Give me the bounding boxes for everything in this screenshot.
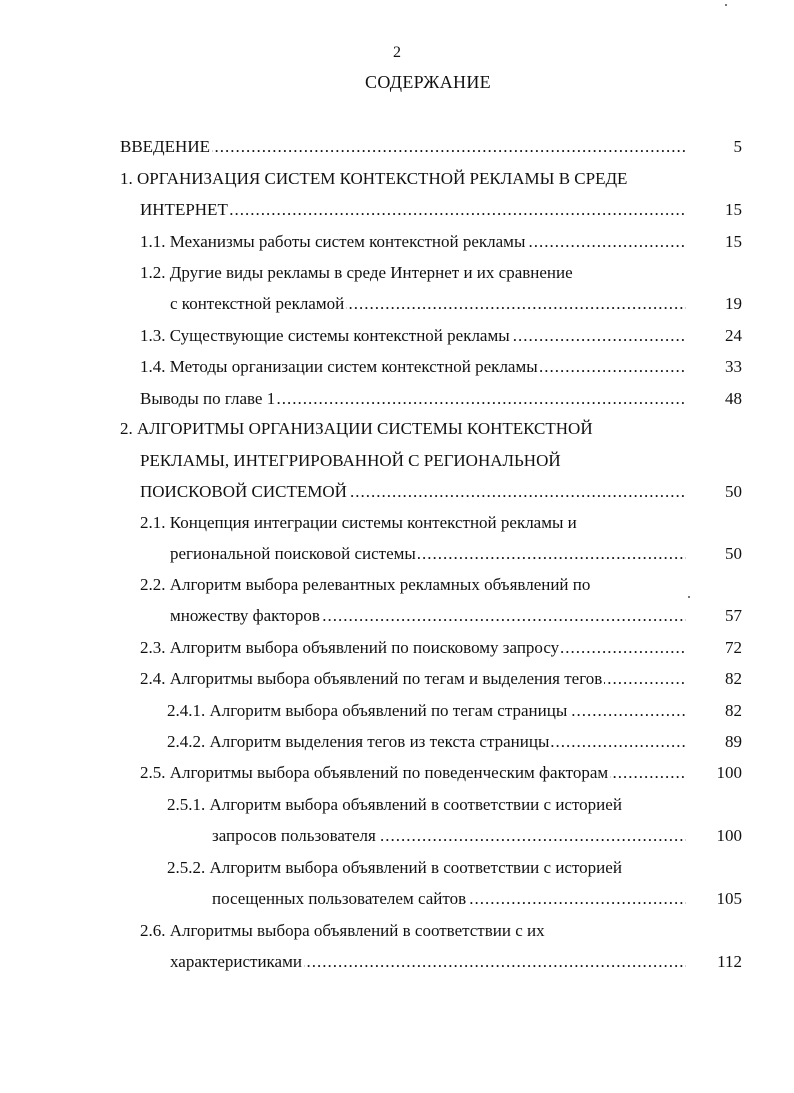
toc-entry-heading-line <box>0 414 794 444</box>
toc-entry-title: ИНТЕРНЕТ <box>140 195 230 225</box>
toc-entry-title: запросов пользователя <box>212 821 378 851</box>
toc-entry-heading-line <box>0 446 794 476</box>
toc-entry <box>0 758 794 788</box>
toc-entry-heading-line <box>0 570 794 600</box>
toc-entry-title: посещенных пользователем сайтов <box>212 884 468 914</box>
toc-page-number: 100 <box>716 763 742 782</box>
toc-page-number: 89 <box>725 732 742 751</box>
toc-page-number: 82 <box>725 669 742 688</box>
toc-entry <box>0 352 794 382</box>
toc-page-number: 100 <box>716 826 742 845</box>
toc-entry-title: 2.5.1. Алгоритм выбора объявлений в соответствии с историей <box>167 790 624 820</box>
toc-entry-title: ВВЕДЕНИЕ <box>120 132 212 162</box>
toc-entry-title: 2.1. Концепция интеграции системы контекстной рекламы и <box>140 508 579 538</box>
toc-entry <box>0 633 794 663</box>
toc-entry-heading-line <box>0 853 794 883</box>
toc-entry <box>0 727 794 757</box>
page-number: 2 <box>393 44 401 61</box>
toc-page-number: 5 <box>733 137 742 156</box>
toc-entry <box>0 195 794 225</box>
toc-page-number: 24 <box>725 326 742 345</box>
toc-entry <box>0 947 794 977</box>
toc-page-number: 33 <box>725 357 742 376</box>
toc-entry-title: 2.2. Алгоритм выбора релевантных рекламных объявлений по <box>140 570 592 600</box>
toc-entry-title: множеству факторов <box>170 601 322 631</box>
toc-page-number: 19 <box>725 294 742 313</box>
toc-entry-heading-line <box>0 790 794 820</box>
toc-page-number: 15 <box>725 200 742 219</box>
toc-entry-heading-line <box>0 508 794 538</box>
toc-entry-title: 2. АЛГОРИТМЫ ОРГАНИЗАЦИИ СИСТЕМЫ КОНТЕКСТНОЙ <box>120 414 595 444</box>
toc-entry-title: Выводы по главе 1 <box>140 384 277 414</box>
toc-entry-title: 2.3. Алгоритм выбора объявлений по поисковому запросу <box>140 633 561 663</box>
toc-entry-title: 2.5. Алгоритмы выбора объявлений по поведенческим факторам <box>140 758 610 788</box>
toc-entry <box>0 696 794 726</box>
toc-entry <box>0 289 794 319</box>
toc-entry-title: 1. ОРГАНИЗАЦИЯ СИСТЕМ КОНТЕКСТНОЙ РЕКЛАМЫ В СРЕДЕ <box>120 164 629 194</box>
toc-entry <box>0 384 794 414</box>
toc-entry <box>0 539 794 569</box>
toc-page-number: 105 <box>716 889 742 908</box>
table-of-contents-title: СОДЕРЖАНИЕ <box>365 72 491 92</box>
toc-page-number: 82 <box>725 701 742 720</box>
toc-entry-title: характеристиками <box>170 947 304 977</box>
toc-page-number: 15 <box>725 232 742 251</box>
toc-entry <box>0 477 794 507</box>
toc-entry-title: региональной поисковой системы <box>170 539 418 569</box>
toc-entry <box>0 664 794 694</box>
toc-entry-title: 2.6. Алгоритмы выбора объявлений в соответствии с их <box>140 916 547 946</box>
toc-entry-title: РЕКЛАМЫ, ИНТЕГРИРОВАННОЙ С РЕГИОНАЛЬНОЙ <box>140 446 563 476</box>
toc-entry <box>0 884 794 914</box>
scan-speck <box>725 4 727 6</box>
toc-page-number: 50 <box>725 544 742 563</box>
toc-page-number: 72 <box>725 638 742 657</box>
toc-entry-title: 1.1. Механизмы работы систем контекстной рекламы <box>140 227 527 257</box>
toc-entry-title: 2.5.2. Алгоритм выбора объявлений в соответствии с историей <box>167 853 624 883</box>
toc-entry <box>0 821 794 851</box>
toc-entry-heading-line <box>0 258 794 288</box>
toc-entry-title: ПОИСКОВОЙ СИСТЕМОЙ <box>140 477 349 507</box>
toc-entry <box>0 321 794 351</box>
toc-entry-title: с контекстной рекламой <box>170 289 346 319</box>
toc-entry-title: 2.4.2. Алгоритм выделения тегов из текста страницы <box>167 727 551 757</box>
toc-page-number: 50 <box>725 482 742 501</box>
toc-page-number: 112 <box>717 952 742 971</box>
toc-entry-title: 2.4. Алгоритмы выбора объявлений по тегам и выделения тегов <box>140 664 604 694</box>
toc-entry-heading-line <box>0 916 794 946</box>
toc-entry <box>0 227 794 257</box>
toc-page-number: 48 <box>725 389 742 408</box>
toc-entry <box>0 132 794 162</box>
toc-entry-title: 1.4. Методы организации систем контекстной рекламы <box>140 352 540 382</box>
toc-page-number: 57 <box>725 606 742 625</box>
scan-speck <box>688 596 690 598</box>
toc-entry-title: 1.2. Другие виды рекламы в среде Интернет и их сравнение <box>140 258 575 288</box>
toc-entry-heading-line <box>0 164 794 194</box>
toc-entry <box>0 601 794 631</box>
toc-entry-title: 1.3. Существующие системы контекстной рекламы <box>140 321 512 351</box>
toc-entry-title: 2.4.1. Алгоритм выбора объявлений по тегам страницы <box>167 696 569 726</box>
